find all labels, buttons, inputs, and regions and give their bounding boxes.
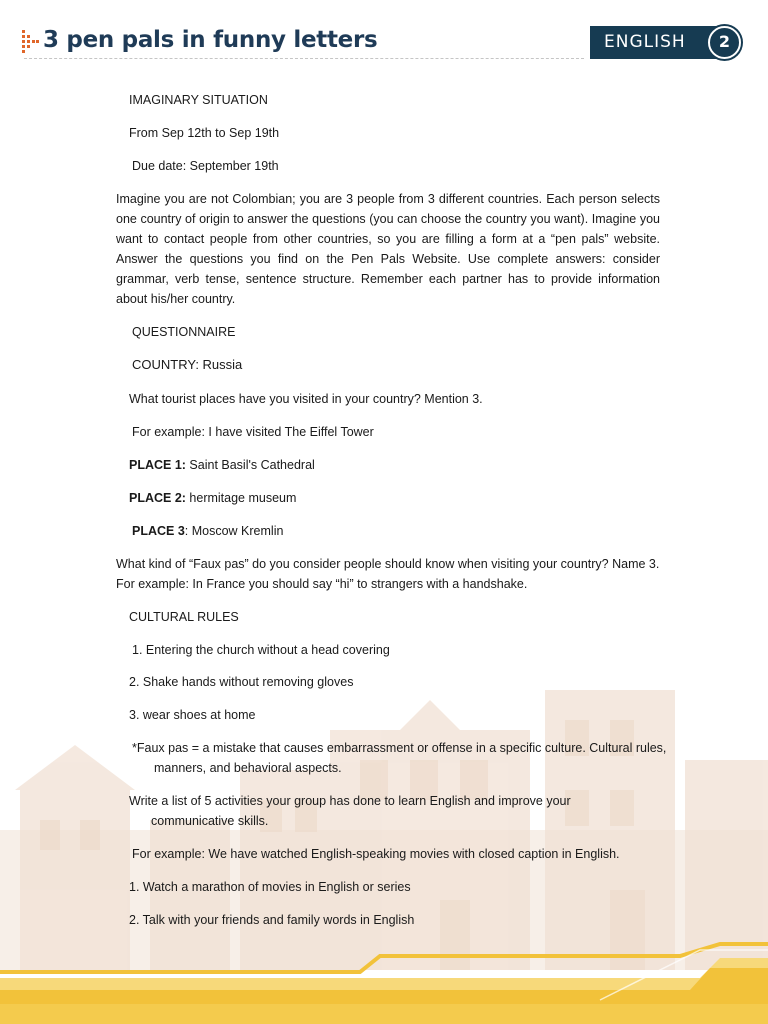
fauxpas-definition: *Faux pas = a mistake that causes embarrassment or offense in a specific culture. Cultural rules, manners, and behavioral aspects. [132, 741, 667, 775]
intro-paragraph: Imagine you are not Colombian; you are 3 people from 3 different countries. Each person selects one country of origin to answer the questions (you can choose the country you want). Imagine you want to contact people from other countries, so you are filling a form at a “pen pals” website. Answer the questions you find on the Pen Pals Website. Use complete answers: consider grammar, verb tense, sentence structure. Remember each partner has to provide information about his/her country. [116, 192, 660, 306]
place-2 [129, 488, 296, 508]
due-date: Due date: September 19th [132, 159, 279, 173]
situation-heading: IMAGINARY SITUATION [129, 93, 268, 107]
place-1-value: Saint Basil's Cathedral [185, 458, 315, 472]
badge-label: ENGLISH [604, 32, 686, 52]
activity-2: 2. Talk with your friends and family words in English [129, 913, 415, 927]
place-2-label: PLACE 2: [129, 491, 186, 505]
question-places: What tourist places have you visited in your country? Mention 3. [129, 392, 483, 406]
place-3 [132, 521, 283, 541]
place-1 [129, 455, 315, 475]
page-title: 3 pen pals in funny letters [43, 27, 378, 53]
rule-2: 2. Shake hands without removing gloves [129, 675, 354, 689]
activity-1: 1. Watch a marathon of movies in English or series [129, 880, 411, 894]
example-activities: For example: We have watched English-speaking movies with closed caption in English. [132, 847, 620, 861]
badge-number: 2 [718, 32, 731, 51]
questionnaire-heading: QUESTIONNAIRE [132, 325, 236, 339]
rule-3: 3. wear shoes at home [129, 708, 256, 722]
place-2-value: hermitage museum [185, 491, 297, 505]
place-3-label: PLACE 3 [132, 524, 185, 538]
place-1-label: PLACE 1: [129, 458, 186, 472]
date-range: From Sep 12th to Sep 19th [129, 126, 280, 140]
country-line: COUNTRY: Russia [132, 357, 243, 372]
rule-1: 1. Entering the church without a head covering [132, 643, 390, 657]
question-fauxpas: What kind of “Faux pas” do you consider people should know when visiting your country? Name 3. For example: In France you should say “hi” to strangers with a handshake. [116, 557, 660, 591]
example-places: For example: I have visited The Eiffel Tower [132, 425, 374, 439]
cultural-rules-heading: CULTURAL RULES [129, 610, 239, 624]
place-3-value: : Moscow Kremlin [184, 524, 284, 538]
question-activities: Write a list of 5 activities your group has done to learn English and improve your communicative skills. [129, 794, 571, 828]
